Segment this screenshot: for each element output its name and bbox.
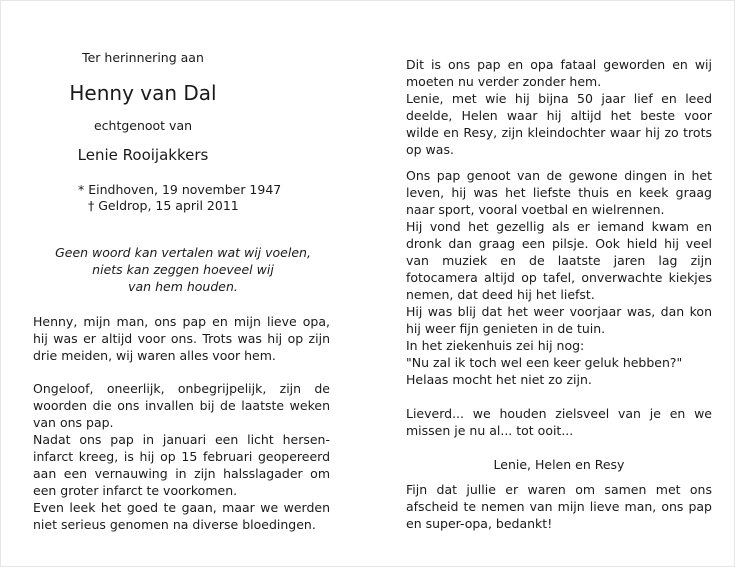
birth-line: * Eindhoven, 19 november 1947 (78, 182, 282, 197)
paragraph-hobbies: Hij vond het gezellig als er iemand kwam en dronk dan graag een pilsje. Ook hield hij veel van muziek en de laatste jaren lag zijn fotocamera altijd op tafel, onverwachte kiekjes nemen, dat deed hij het liefst. (406, 219, 712, 302)
in-memory-text: Ter herinnering aan (82, 50, 204, 65)
quote-line: niets kan zeggen hoeveel wij (92, 262, 274, 277)
quote (33, 244, 333, 295)
paragraph-enjoyed: Ons pap genoot van de gewone dingen in het leven, hij was het liefste thuis en keek graag naar sport, vooral voetbal en wielrennen. (406, 168, 712, 217)
deceased-name: Henny van Dal (69, 81, 217, 105)
paragraph-fatal: Dit is ons pap en opa fataal geworden en wij moeten nu verder zonder hem. (406, 57, 712, 89)
quote-last-words: "Nu zal ik toch wel een keer geluk hebben?" (406, 355, 683, 370)
spouse-name: Lenie Rooijakkers (77, 146, 209, 164)
paragraph-hospital: In het ziekenhuis zei hij nog: (406, 338, 585, 353)
quote-line: Geen woord kan vertalen wat wij voelen, (55, 245, 311, 260)
signature: Lenie, Helen en Resy (493, 457, 625, 472)
death-line: † Geldrop, 15 april 2011 (88, 198, 239, 213)
paragraph-thanks: Fijn dat jullie er waren om samen met ons afscheid te nemen van mijn lieve man, ons pap en super-opa, bedankt! (406, 482, 712, 531)
paragraph-disbelief: Ongeloof, oneerlijk, onbegrijpelijk, zijn de woorden die ons invallen bij de laatste weken van ons pap. (33, 381, 330, 430)
paragraph-family: Henny, mijn man, ons pap en mijn lieve opa, hij was er altijd voor ons. Trots was hij op zijn drie meiden, wij waren alles voor hem. (33, 314, 330, 363)
paragraph-illness: Nadat ons pap in januari een licht hersen-infarct kreeg, is hij op 15 februari geopereerd aan een vernauwing in zijn halsslagader om een groter infarct te voorkomen. (33, 432, 330, 498)
paragraph-spring: Hij was blij dat het weer voorjaar was, dan kon hij weer fijn genieten in de tuin. (406, 304, 712, 336)
paragraph-unfortunately: Helaas mocht het niet zo zijn. (406, 372, 592, 387)
quote-line: van hem houden. (128, 279, 238, 294)
paragraph-family-members: Lenie, met wie hij bijna 50 jaar lief en leed deelde, Helen waar hij altijd het beste voor wilde en Resy, zijn kleindochter waar hij zo trots op was. (406, 91, 712, 157)
paragraph-bleeding: Even leek het goed te gaan, maar we werden niet serieus genomen na diverse bloedingen. (33, 500, 330, 532)
paragraph-love: Lieverd... we houden zielsveel van je en we missen je nu al... tot ooit... (406, 406, 712, 438)
spouse-of-text: echtgenoot van (93, 118, 193, 133)
